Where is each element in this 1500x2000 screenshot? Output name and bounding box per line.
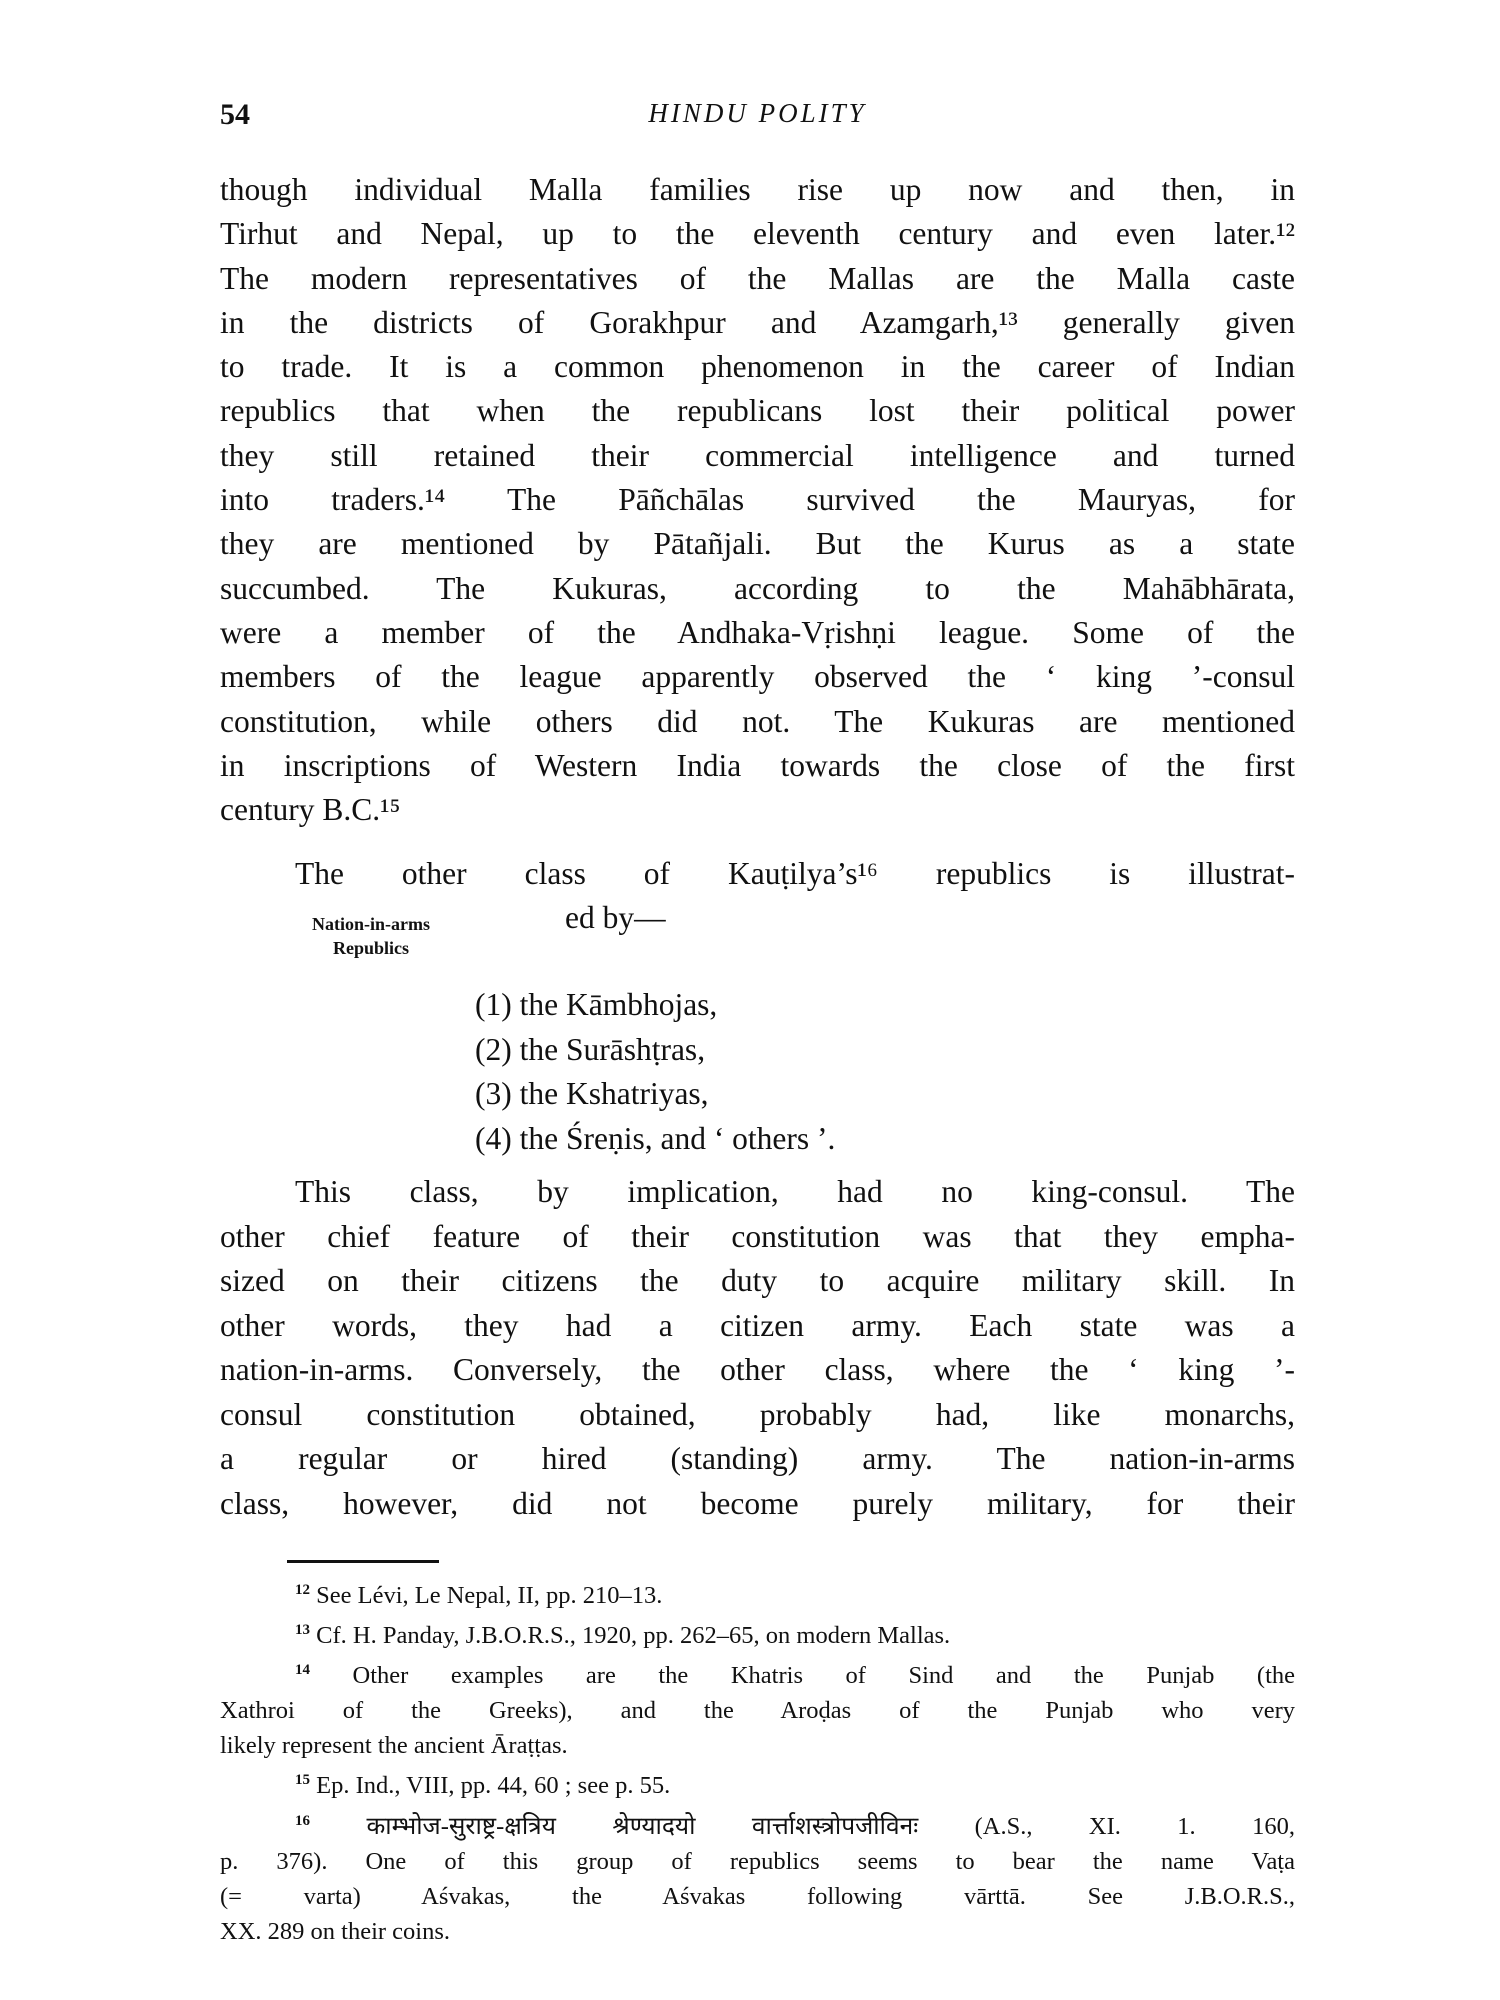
text-line: This class, by implication, had no king-consul. The	[295, 1174, 1295, 1209]
list-item: (4) the Śreṇis, and ‘ others ’.	[475, 1120, 836, 1156]
footnote-divider	[287, 1560, 439, 1563]
text-line: into traders.¹⁴ The Pāñchālas survived the Mauryas, for	[220, 482, 1295, 518]
footnote-mark: 16	[295, 1812, 310, 1829]
list-item: (1) the Kāmbhojas,	[475, 987, 718, 1022]
footnote-mark: 15	[295, 1772, 310, 1789]
text-line: to trade. It is a common phenomenon in the career of Indian	[220, 349, 1295, 385]
republics-list	[475, 983, 1175, 1161]
paragraph-1	[220, 168, 1295, 832]
text-line: The modern representatives of the Mallas are the Malla caste	[220, 260, 1295, 296]
text-line: in the districts of Gorakhpur and Azamgarh,¹³ generally given	[220, 304, 1295, 340]
text-line: they are mentioned by Pātañjali. But the Kurus as a state	[220, 526, 1295, 562]
footnote-text: XX. 289 on their coins.	[220, 1917, 450, 1945]
text-line: a regular or hired (standing) army. The nation-in-arms	[220, 1441, 1295, 1476]
footnote-12	[220, 1573, 1295, 1613]
footnote-mark: 14	[295, 1662, 310, 1679]
text-line: members of the league apparently observed the ‘ king ’-consul	[220, 659, 1295, 695]
text-line: other chief feature of their constitution was that they empha-	[220, 1218, 1295, 1254]
footnote-15	[220, 1763, 1295, 1803]
text-line: class, however, did not become purely military, for their	[220, 1485, 1295, 1521]
footnotes	[220, 1573, 1295, 1949]
text-line: century B.C.¹⁵	[220, 792, 401, 828]
text-line: though individual Malla families rise up now and then, in	[220, 172, 1295, 207]
footnote-text: likely represent the ancient Āraṭṭas.	[220, 1732, 568, 1760]
list-item: (3) the Kshatriyas,	[475, 1076, 709, 1111]
page-header	[220, 98, 1295, 142]
footnote-text: Cf. H. Panday, J.B.O.R.S., 1920, pp. 262–65, on modern Mallas.	[316, 1622, 951, 1650]
footnote-text: Other examples are the Khatris of Sind and the Punjab (the	[352, 1662, 1296, 1690]
footnote-13	[220, 1613, 1295, 1653]
running-title: HINDU POLITY	[648, 98, 867, 128]
list-item: (2) the Surāshṭras,	[475, 1031, 706, 1067]
intro-line-1: The other class of Kauṭilya’s¹⁶ republics is illustrat-	[295, 856, 1295, 891]
footnote-text: काम्भोज-सुराष्ट्र-क्षत्रिय श्रेण्यादयो वार्त्ताशस्त्रोपजीविनः (A.S., XI. 1. 160,	[366, 1812, 1296, 1840]
page-number: 54	[220, 98, 250, 131]
margin-note-line-2: Republics	[332, 938, 410, 958]
footnote-text: Xathroi of the Greeks), and the Aroḍas of the Punjab who very	[220, 1697, 1295, 1725]
text-line: were a member of the Andhaka-Vṛishṇi league. Some of the	[220, 614, 1295, 650]
text-line: in inscriptions of Western India towards the close of the first	[220, 747, 1295, 783]
paragraph-2	[220, 1170, 1295, 1526]
text-line: other words, they had a citizen army. Each state was a	[220, 1307, 1295, 1343]
footnote-text: Ep. Ind., VIII, pp. 44, 60 ; see p. 55.	[316, 1772, 671, 1800]
margin-note	[256, 912, 486, 960]
footnote-text: p. 376). One of this group of republics seems to bear the name Vaṭa	[220, 1847, 1295, 1875]
text-line: nation-in-arms. Conversely, the other class, where the ‘ king ’-	[220, 1352, 1295, 1387]
footnote-text: See Lévi, Le Nepal, II, pp. 210–13.	[316, 1582, 663, 1610]
text-line: consul constitution obtained, probably had, like monarchs,	[220, 1396, 1295, 1432]
text-line: they still retained their commercial intelligence and turned	[220, 437, 1295, 473]
text-line: sized on their citizens the duty to acquire military skill. In	[220, 1263, 1295, 1298]
margin-note-line-1: Nation-in-arms	[312, 914, 430, 934]
text-line: republics that when the republicans lost their political power	[220, 393, 1295, 429]
footnote-text: (= varta) Aśvakas, the Aśvakas following vārttā. See J.B.O.R.S.,	[220, 1882, 1295, 1910]
intro-line-2: ed by—	[565, 900, 666, 936]
text-line: succumbed. The Kukuras, according to the Mahābhārata,	[220, 570, 1295, 606]
text-line: Tirhut and Nepal, up to the eleventh century and even later.¹²	[220, 216, 1295, 252]
footnote-14	[220, 1653, 1295, 1693]
footnote-16	[220, 1804, 1295, 1844]
footnote-mark: 12	[295, 1582, 310, 1598]
text-line: constitution, while others did not. The Kukuras are mentioned	[220, 703, 1295, 739]
footnote-mark: 13	[295, 1622, 310, 1639]
